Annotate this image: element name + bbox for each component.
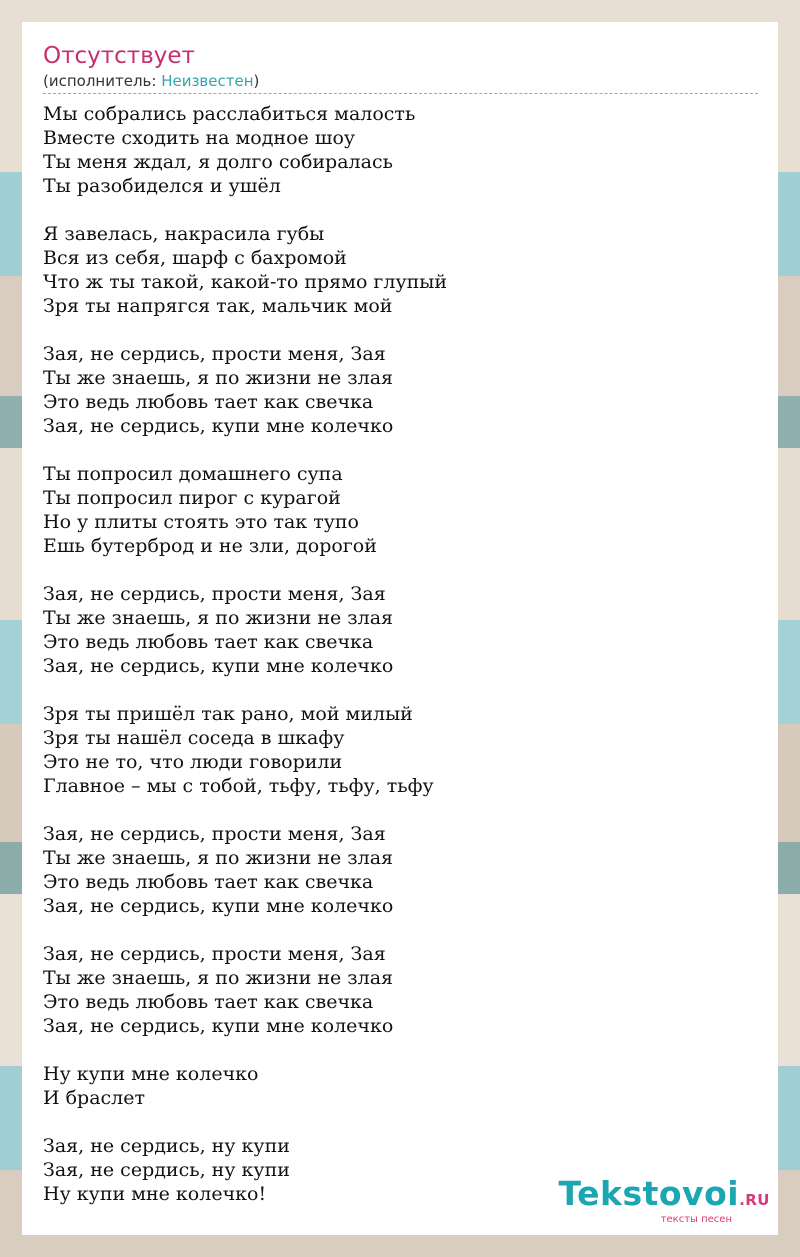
lyrics-line: Зая, не сердись, прости меня, Зая [43,343,386,365]
artist-link[interactable]: Неизвестен [161,72,254,90]
lyrics-card [22,22,778,1235]
lyrics-line: Зая, не сердись, купи мне колечко [43,895,394,917]
lyrics-line: Зая, не сердись, прости меня, Зая [43,823,386,845]
lyrics-line: Но у плиты стоять это так тупо [43,511,359,533]
lyrics-line: Это не то, что люди говорили [43,751,343,773]
lyrics-stanza [43,1062,758,1110]
lyrics-line: Ты же знаешь, я по жизни не злая [43,967,394,989]
lyrics-line: Зая, не сердись, ну купи [43,1135,290,1157]
lyrics-stanza [43,102,758,198]
lyrics-line: Это ведь любовь тает как свечка [43,391,374,413]
lyrics-line: Ты попросил пирог с курагой [43,487,341,509]
lyrics-line: Ты же знаешь, я по жизни не злая [43,607,394,629]
lyrics-stanza [43,582,758,678]
lyrics-line: Зая, не сердись, купи мне колечко [43,1015,394,1037]
logo-tld: .RU [739,1191,770,1209]
lyrics-line: Это ведь любовь тает как свечка [43,631,374,653]
artist-byline [43,71,758,91]
logo-wordmark [558,1174,770,1217]
lyrics-line: Мы собрались расслабиться малость [43,103,416,125]
lyrics-line: Ты попросил домашнего супа [43,463,343,485]
lyrics-line: Зая, не сердись, купи мне колечко [43,655,394,677]
lyrics-line: Я завелась, накрасила губы [43,223,325,245]
lyrics-line: Зая, не сердись, прости меня, Зая [43,583,386,605]
logo-main-text: Tekstovoi [558,1174,740,1213]
lyrics-line: Это ведь любовь тает как свечка [43,991,374,1013]
lyrics-line: Ну купи мне колечко! [43,1183,267,1205]
lyrics-line: Зая, не сердись, ну купи [43,1159,290,1181]
lyrics-line: Ты же знаешь, я по жизни не злая [43,847,394,869]
byline-suffix: ) [253,72,260,90]
lyrics-line: Ешь бутерброд и не зли, дорогой [43,535,377,557]
lyrics-stanza [43,462,758,558]
logo-subtitle: тексты песен [660,1214,732,1225]
lyrics-body [43,102,758,1206]
lyrics-line: Зря ты пришёл так рано, мой милый [43,703,413,725]
lyrics-line: Это ведь любовь тает как свечка [43,871,374,893]
lyrics-line: И браслет [43,1087,146,1109]
lyrics-stanza [43,342,758,438]
lyrics-stanza [43,822,758,918]
lyrics-line: Вместе сходить на модное шоу [43,127,356,149]
byline-prefix: (исполнитель: [43,72,162,90]
lyrics-line: Что ж ты такой, какой-то прямо глупый [43,271,448,293]
lyrics-line: Ты разобиделся и ушёл [43,175,281,197]
lyrics-stanza [43,222,758,318]
lyrics-line: Зая, не сердись, прости меня, Зая [43,943,386,965]
lyrics-line: Зая, не сердись, купи мне колечко [43,415,394,437]
lyrics-stanza [43,942,758,1038]
lyrics-line: Зря ты нашёл соседа в шкафу [43,727,345,749]
song-title: Отсутствует [43,43,195,69]
site-logo[interactable] [558,1174,770,1225]
lyrics-line: Зря ты напрягся так, мальчик мой [43,295,393,317]
lyrics-line: Вся из себя, шарф с бахромой [43,247,347,269]
lyrics-line: Ты же знаешь, я по жизни не злая [43,367,394,389]
lyrics-stanza [43,702,758,798]
lyrics-line: Ты меня ждал, я долго собиралась [43,151,393,173]
lyrics-line: Ну купи мне колечко [43,1063,259,1085]
lyrics-line: Главное – мы с тобой, тьфу, тьфу, тьфу [43,775,434,797]
title-divider [43,93,758,94]
